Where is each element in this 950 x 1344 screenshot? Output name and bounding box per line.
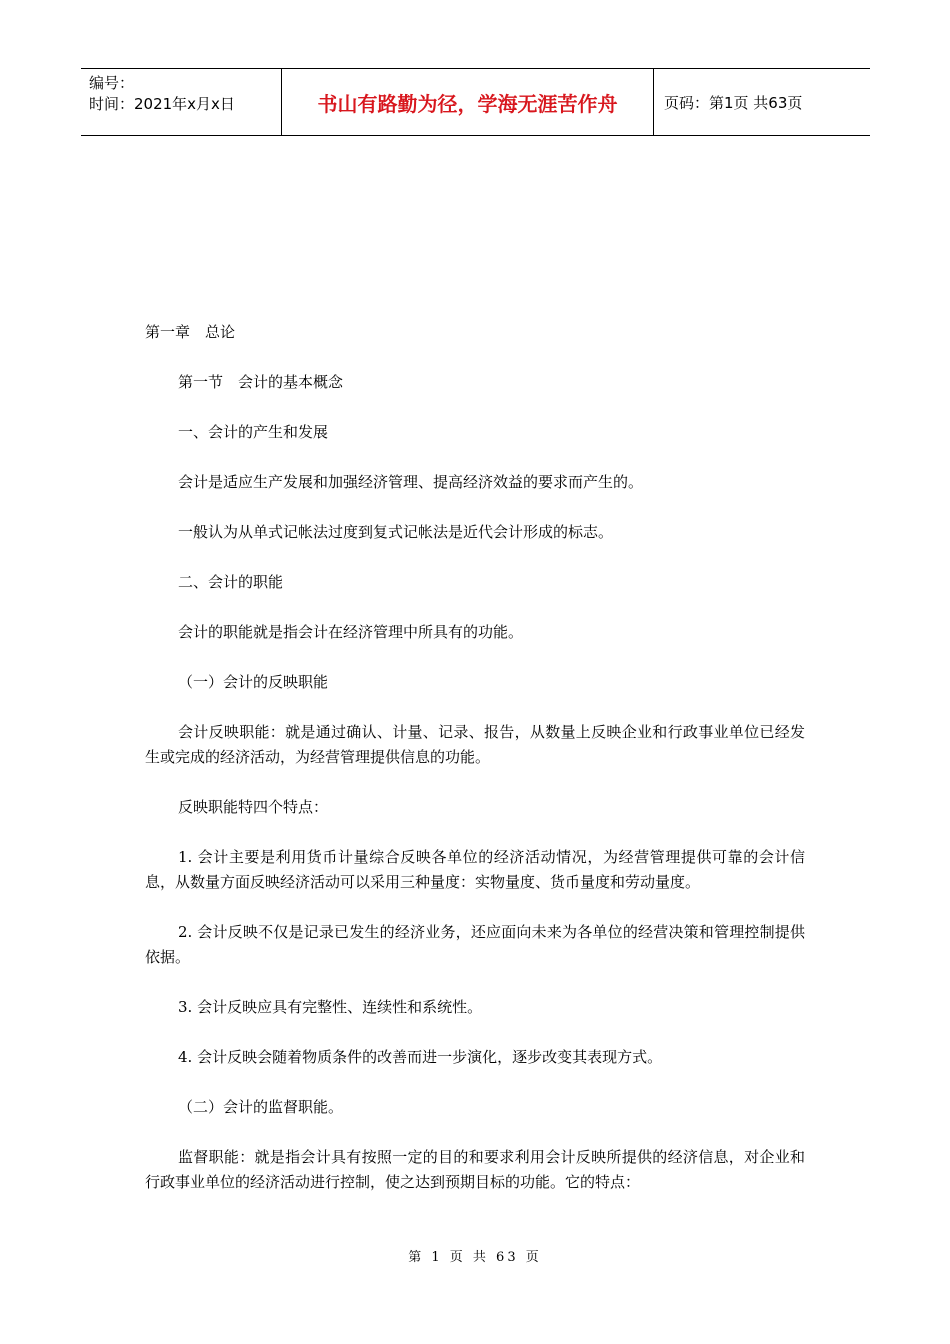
list-item: 4. 会计反映会随着物质条件的改善而进一步演化，逐步改变其表现方式。 [178, 1048, 663, 1066]
paragraph: 会计是适应生产发展和加强经济管理、提高经济效益的要求而产生的。 [178, 473, 644, 491]
page-header [81, 68, 870, 136]
subsection-heading: 二、会计的职能 [178, 573, 284, 591]
subsection-heading: 一、会计的产生和发展 [178, 423, 329, 441]
subheading: （一）会计的反映职能 [178, 673, 329, 691]
page-footer: 第 1 页 共 63 页 [408, 1250, 542, 1265]
document-body [145, 320, 805, 1220]
header-meta [81, 69, 282, 135]
section-title: 第一节 会计的基本概念 [178, 373, 344, 391]
list-item: 2. 会计反映不仅是记录已发生的经济业务，还应面向未来为各单位的经营决策和管理控制提供依据。 [145, 923, 805, 966]
paragraph: 一般认为从单式记帐法过度到复式记帐法是近代会计形成的标志。 [178, 523, 614, 541]
paragraph: 会计反映职能：就是通过确认、计量、记录、报告，从数量上反映企业和行政事业单位已经发生或完成的经济活动，为经营管理提供信息的功能。 [145, 723, 805, 766]
header-number-label: 编号： [89, 74, 135, 92]
paragraph: 反映职能特四个特点： [178, 798, 329, 816]
chapter-title: 第一章 总论 [145, 323, 236, 341]
header-motto: 书山有路勤为径，学海无涯苦作舟 [282, 69, 654, 135]
list-item: 1. 会计主要是利用货币计量综合反映各单位的经济活动情况，为经营管理提供可靠的会计信息，从数量方面反映经济活动可以采用三种量度：实物量度、货币量度和劳动量度。 [145, 848, 805, 891]
header-time-label: 时间：2021年x月x日 [89, 95, 235, 113]
subheading: （二）会计的监督职能。 [178, 1098, 344, 1116]
paragraph: 监督职能：就是指会计具有按照一定的目的和要求利用会计反映所提供的经济信息，对企业和行政事业单位的经济活动进行控制，使之达到预期目标的功能。它的特点： [145, 1148, 805, 1191]
paragraph: 会计的职能就是指会计在经济管理中所具有的功能。 [178, 623, 524, 641]
list-item: 3. 会计反映应具有完整性、连续性和系统性。 [178, 998, 483, 1016]
header-page-info: 页码：第1页 共63页 [664, 93, 803, 112]
